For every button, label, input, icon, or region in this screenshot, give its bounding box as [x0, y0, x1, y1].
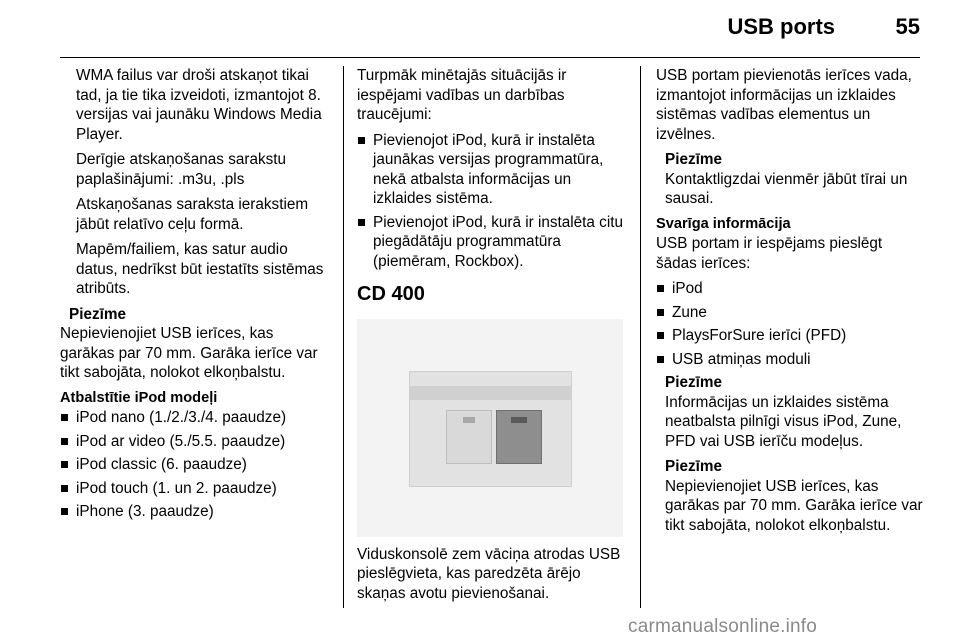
section-title-ipod-models: Atbalstītie iPod modeļi [60, 389, 218, 406]
list-item: iPod ar video (5./5.5. paaudze) [60, 432, 330, 452]
bullet-square-icon [657, 332, 664, 339]
bullet-square-icon [61, 508, 68, 515]
paragraph-system-attribute: Mapēm/failiem, kas satur audio datus, nedrīkst būt iestatīts sistēmas atribūts. [76, 241, 324, 297]
section-heading-cd400: CD 400 [357, 283, 425, 305]
bullet-square-icon [61, 438, 68, 445]
paragraph-malfunctions-intro: Turpmāk minētajās situācijās ir iespējami vadības un darbības traucējumi: [357, 67, 567, 123]
paragraph-usb-control: USB portam pievienotās ierīces vada, izmantojot informācijas un izklaides sistēmas vadības elementus un izvēlnes. [656, 67, 912, 143]
bullet-square-icon [657, 309, 664, 316]
console-compartment-right [496, 410, 542, 464]
note-text: Kontaktligzdai vienmēr jābūt tīrai un sausai. [665, 170, 908, 207]
supported-device-list [656, 279, 924, 369]
section-title-important-info: Svarīga informācija [656, 215, 791, 232]
list-item: USB atmiņas moduli [656, 350, 924, 370]
list-item: Zune [656, 303, 924, 323]
console-top-bar [410, 386, 571, 400]
list-item: iPod nano (1./2./3./4. paaudze) [60, 408, 330, 428]
header-divider [60, 57, 920, 58]
bullet-square-icon [61, 414, 68, 421]
list-item: Pievienojot iPod, kurā ir instalēta jaunākas versijas programmatūra, nekā atbalsta informācijas un izklaides sistēma. [357, 131, 623, 209]
aux-socket-icon [463, 417, 475, 423]
bullet-square-icon [358, 137, 365, 144]
note-title: Piezīme [665, 458, 722, 475]
note-text: Nepievienojiet USB ierīces, kas garākas par 70 mm. Garāka ierīce var tikt sabojāta, nolokot elkoņbalstu. [60, 325, 318, 381]
column-divider-2 [640, 66, 641, 608]
note-text: Nepievienojiet USB ierīces, kas garākas par 70 mm. Garāka ierīce var tikt sabojāta, nolokot elkoņbalstu. [665, 477, 923, 534]
list-item: Pievienojot iPod, kurā ir instalēta citu piegādātāju programmatūra (piemēram, Rockbox). [357, 213, 623, 272]
center-console-image [409, 371, 572, 487]
usb-socket-icon [511, 417, 527, 423]
paragraph-devices-intro: USB portam ir iespējams pieslēgt šādas ierīces: [656, 235, 883, 272]
note-title: Piezīme [665, 374, 722, 391]
ipod-model-list [60, 408, 330, 522]
list-item: iPod touch (1. un 2. paaudze) [60, 479, 330, 499]
page-number: 55 [895, 14, 920, 39]
paragraph-relative-paths: Atskaņošanas saraksta ierakstiem jābūt relatīvo ceļu formā. [76, 196, 309, 233]
bullet-square-icon [358, 219, 365, 226]
paragraph-wma: WMA failus var droši atskaņot tikai tad, ja tie tika izveidoti, izmantojot 8. versijas vai jaunāku Windows Media Player. [76, 67, 322, 143]
column-divider-1 [343, 66, 344, 608]
column-3 [656, 66, 924, 541]
note-block [60, 305, 330, 325]
paragraph-playlist-ext: Derīgie atskaņošanas sarakstu paplašinājumi: .m3u, .pls [76, 151, 287, 188]
column-1 [60, 66, 330, 526]
note-text: Informācijas un izklaides sistēma neatbalsta pilnīgi visus iPod, Zune, PFD vai USB ierīču modeļus. [665, 393, 902, 450]
note-block-2 [656, 373, 924, 451]
list-item: PlaysForSure ierīci (PFD) [656, 326, 924, 346]
bullet-square-icon [61, 485, 68, 492]
bullet-square-icon [657, 285, 664, 292]
note-block-1 [656, 150, 924, 209]
list-item: iPhone (3. paaudze) [60, 502, 330, 522]
console-compartment-left [446, 410, 492, 464]
list-item: iPod classic (6. paaudze) [60, 455, 330, 475]
usb-port-illustration [357, 319, 623, 537]
watermark-link[interactable]: carmanualsonline.info [628, 616, 818, 637]
note-block-3 [656, 457, 924, 535]
malfunction-list [357, 131, 623, 272]
bullet-square-icon [657, 356, 664, 363]
column-2 [357, 66, 623, 609]
note-title: Piezīme [69, 305, 126, 323]
note-title: Piezīme [665, 151, 722, 168]
figure-caption: Viduskonsolē zem vāciņa atrodas USB pieslēgvieta, kas paredzēta ārējo skaņas avotu pievienošanai. [357, 545, 621, 602]
list-item: iPod [656, 279, 924, 299]
bullet-square-icon [61, 461, 68, 468]
page-header-title: USB ports [727, 14, 835, 39]
